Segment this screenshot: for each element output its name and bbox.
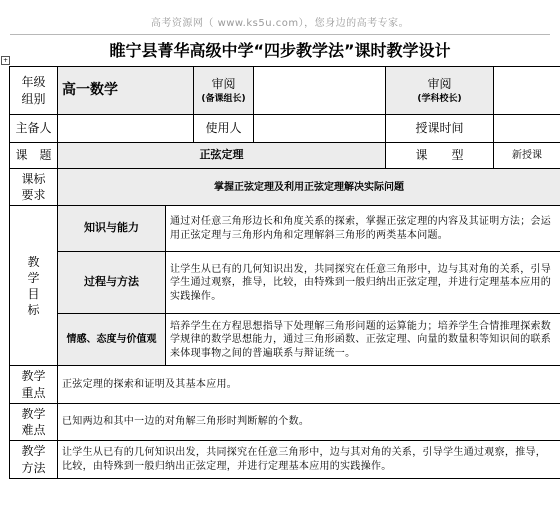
lesson-plan-table-wrap bbox=[9, 66, 560, 479]
key-point-label-line1: 教学 bbox=[21, 369, 46, 384]
topic-value: 正弦定理 bbox=[199, 148, 244, 162]
review2-cell bbox=[386, 67, 494, 115]
row-grade-group bbox=[10, 67, 560, 115]
objectives-char-3: 目 bbox=[27, 286, 40, 301]
lesson-time-value[interactable] bbox=[494, 115, 560, 143]
objectives-label bbox=[10, 206, 58, 366]
group-label: 组别 bbox=[21, 91, 46, 106]
objectives-char-2: 学 bbox=[27, 270, 40, 285]
row-key-point bbox=[10, 366, 560, 403]
objective-text-knowledge[interactable]: 通过对任意三角形边长和角度关系的探索，掌握正弦定理的内容及其证明方法；会运用正弦定理与三角形内角和定理解斜三角形的两类基本问题。 bbox=[166, 206, 560, 252]
row-preparer bbox=[10, 115, 560, 143]
method-label bbox=[10, 441, 58, 479]
objective-name-process: 过程与方法 bbox=[58, 252, 166, 314]
user-label: 使用人 bbox=[194, 115, 254, 143]
difficulty-label-line1: 教学 bbox=[21, 406, 46, 421]
page-header bbox=[0, 0, 560, 40]
key-point-label bbox=[10, 366, 58, 403]
objective-row-attitude bbox=[10, 314, 560, 366]
review1-value-cell[interactable] bbox=[254, 67, 386, 115]
review2-role: (学科校长) bbox=[417, 93, 462, 104]
objective-row-knowledge bbox=[10, 206, 560, 252]
grade-label: 年级 bbox=[21, 75, 46, 90]
objective-name-attitude: 情感、态度与价值观 bbox=[58, 314, 166, 366]
table-anchor-icon[interactable]: + bbox=[2, 57, 9, 64]
key-point-label-line2: 重点 bbox=[21, 385, 46, 400]
watermark-text: 高考资源网（ www.ks5u.com），您身边的高考专家。 bbox=[150, 18, 410, 29]
standard-value: 掌握正弦定理及利用正弦定理解决实际问题 bbox=[214, 181, 404, 193]
lesson-type-value[interactable]: 新授课 bbox=[494, 143, 560, 169]
row-method bbox=[10, 441, 560, 479]
subject-cell[interactable] bbox=[58, 67, 194, 115]
review1-cell bbox=[194, 67, 254, 115]
review1-role: (备课组长) bbox=[201, 93, 246, 104]
objective-text-attitude[interactable]: 培养学生在方程思想指导下处理解三角形问题的运算能力；培养学生合情推理探索数学规律的数学思想能力，通过三角形函数、正弦定理、向量的数量积等知识间的联系来体现事物之间的普遍联系与辩证统一。 bbox=[166, 314, 560, 366]
standard-label bbox=[10, 169, 58, 206]
lead-preparer-value[interactable] bbox=[58, 115, 194, 143]
method-label-line2: 方法 bbox=[21, 460, 46, 475]
lesson-time-label: 授课时间 bbox=[386, 115, 494, 143]
standard-label-line2: 要求 bbox=[21, 188, 46, 203]
row-standard bbox=[10, 169, 560, 206]
lesson-plan-table bbox=[9, 66, 560, 479]
standard-value-cell[interactable] bbox=[58, 169, 560, 206]
method-value[interactable]: 让学生从已有的几何知识出发，共同探究在任意三角形中，边与其对角的关系，引导学生通过观察，推导，比较，由特殊到一般归纳出正弦定理，并进行定理基本应用的实践操作。 bbox=[58, 441, 560, 479]
header-rule bbox=[10, 34, 550, 35]
subject-value: 高一数学 bbox=[62, 82, 118, 99]
difficulty-label bbox=[10, 403, 58, 440]
difficulty-label-line2: 难点 bbox=[21, 422, 46, 437]
document-title: 睢宁县菁华高级中学“四步教学法”课时教学设计 bbox=[109, 41, 451, 60]
lead-preparer-label: 主备人 bbox=[10, 115, 58, 143]
objectives-char-1: 教 bbox=[27, 254, 40, 269]
review1-label: 审阅 bbox=[211, 77, 236, 92]
review2-value-cell[interactable] bbox=[494, 67, 560, 115]
objectives-char-4: 标 bbox=[27, 303, 40, 318]
standard-label-line1: 课标 bbox=[21, 172, 46, 186]
review2-label: 审阅 bbox=[427, 77, 452, 92]
topic-value-cell[interactable] bbox=[58, 143, 386, 169]
row-difficulty bbox=[10, 403, 560, 440]
grade-group-label bbox=[10, 67, 58, 115]
objective-name-knowledge: 知识与能力 bbox=[58, 206, 166, 252]
row-topic bbox=[10, 143, 560, 169]
user-value[interactable] bbox=[254, 115, 386, 143]
objective-row-process bbox=[10, 252, 560, 314]
key-point-value[interactable]: 正弦定理的探索和证明及其基本应用。 bbox=[58, 366, 560, 403]
lesson-type-label: 课 型 bbox=[386, 143, 494, 169]
topic-label: 课 题 bbox=[10, 143, 58, 169]
objective-text-process[interactable]: 让学生从已有的几何知识出发，共同探究在任意三角形中，边与其对角的关系，引导学生通过观察，推导，比较，由特殊到一般归纳出正弦定理，并进行定理基本应用的实践操作。 bbox=[166, 252, 560, 314]
difficulty-value[interactable]: 已知两边和其中一边的对角解三角形时判断解的个数。 bbox=[58, 403, 560, 440]
method-label-line1: 教学 bbox=[21, 444, 46, 459]
